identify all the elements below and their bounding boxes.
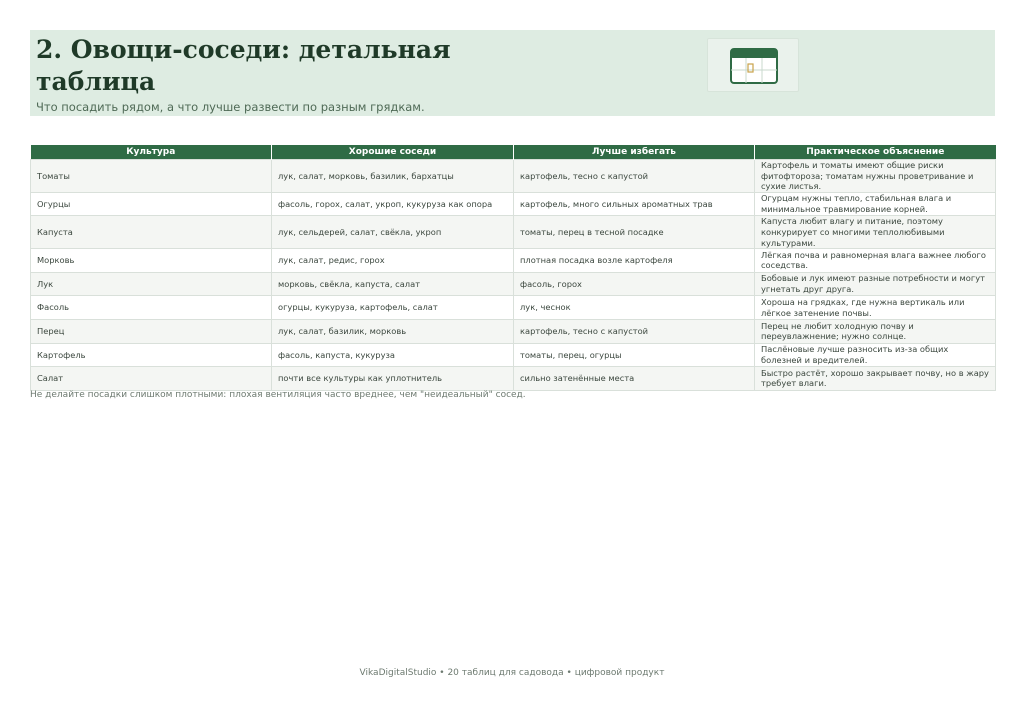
explanation-cell: Хороша на грядках, где нужна вертикаль или лёгкое затенение почвы. — [755, 296, 996, 320]
page-subtitle: Что посадить рядом, а что лучше развести по разным грядкам. — [36, 100, 425, 114]
avoid-cell: лук, чеснок — [514, 296, 755, 320]
companion-table — [30, 145, 996, 391]
good-neighbors-cell: фасоль, капуста, кукуруза — [272, 343, 514, 367]
table-row — [31, 160, 996, 193]
crop-cell: Картофель — [31, 343, 272, 367]
crop-cell: Томаты — [31, 160, 272, 193]
avoid-cell: картофель, тесно с капустой — [514, 319, 755, 343]
table-row — [31, 192, 996, 216]
page-footer: VikaDigitalStudio • 20 таблиц для садовода • цифровой продукт — [359, 668, 665, 678]
explanation-cell: Быстро растёт, хорошо закрывает почву, но в жару требует влаги. — [755, 367, 996, 391]
table-row — [31, 367, 996, 391]
avoid-cell: томаты, перец в тесной посадке — [514, 216, 755, 249]
avoid-cell: томаты, перец, огурцы — [514, 343, 755, 367]
good-neighbors-cell: огурцы, кукуруза, картофель, салат — [272, 296, 514, 320]
table-row — [31, 296, 996, 320]
good-neighbors-cell: почти все культуры как уплотнитель — [272, 367, 514, 391]
column-header-good: Хорошие соседи — [272, 145, 514, 160]
logo-badge — [707, 38, 799, 92]
calendar-table-icon — [730, 48, 778, 84]
page-header — [30, 30, 995, 116]
good-neighbors-cell: лук, сельдерей, салат, свёкла, укроп — [272, 216, 514, 249]
explanation-cell: Паслёновые лучше разносить из-за общих болезней и вредителей. — [755, 343, 996, 367]
explanation-cell: Капуста любит влагу и питание, поэтому конкурирует со многими теплолюбивыми культурами. — [755, 216, 996, 249]
column-header-note: Практическое объяснение — [755, 145, 996, 160]
table-row — [31, 319, 996, 343]
table-row — [31, 343, 996, 367]
explanation-cell: Огурцам нужны тепло, стабильная влага и минимальное травмирование корней. — [755, 192, 996, 216]
crop-cell: Фасоль — [31, 296, 272, 320]
table-row — [31, 249, 996, 273]
crop-cell: Морковь — [31, 249, 272, 273]
column-header-avoid: Лучше избегать — [514, 145, 755, 160]
crop-cell: Салат — [31, 367, 272, 391]
crop-cell: Лук — [31, 272, 272, 296]
table-header-row — [31, 145, 996, 160]
good-neighbors-cell: лук, салат, морковь, базилик, бархатцы — [272, 160, 514, 193]
good-neighbors-cell: лук, салат, базилик, морковь — [272, 319, 514, 343]
avoid-cell: сильно затенённые места — [514, 367, 755, 391]
footnote: Не делайте посадки слишком плотными: плохая вентиляция часто вреднее, чем "неидеальный" сосед. — [30, 390, 526, 400]
explanation-cell: Картофель и томаты имеют общие риски фитофтороза; томатам нужны проветривание и сухие листья. — [755, 160, 996, 193]
avoid-cell: картофель, много сильных ароматных трав — [514, 192, 755, 216]
table-row — [31, 272, 996, 296]
crop-cell: Перец — [31, 319, 272, 343]
column-header-crop: Культура — [31, 145, 272, 160]
crop-cell: Огурцы — [31, 192, 272, 216]
avoid-cell: плотная посадка возле картофеля — [514, 249, 755, 273]
crop-cell: Капуста — [31, 216, 272, 249]
avoid-cell: фасоль, горох — [514, 272, 755, 296]
good-neighbors-cell: морковь, свёкла, капуста, салат — [272, 272, 514, 296]
page-title: 2. Овощи-соседи: детальная таблица — [36, 35, 451, 96]
good-neighbors-cell: лук, салат, редис, горох — [272, 249, 514, 273]
explanation-cell: Лёгкая почва и равномерная влага важнее любого соседства. — [755, 249, 996, 273]
explanation-cell: Перец не любит холодную почву и переувлажнение; нужно солнце. — [755, 319, 996, 343]
table-row — [31, 216, 996, 249]
avoid-cell: картофель, тесно с капустой — [514, 160, 755, 193]
good-neighbors-cell: фасоль, горох, салат, укроп, кукуруза как опора — [272, 192, 514, 216]
explanation-cell: Бобовые и лук имеют разные потребности и могут угнетать друг друга. — [755, 272, 996, 296]
